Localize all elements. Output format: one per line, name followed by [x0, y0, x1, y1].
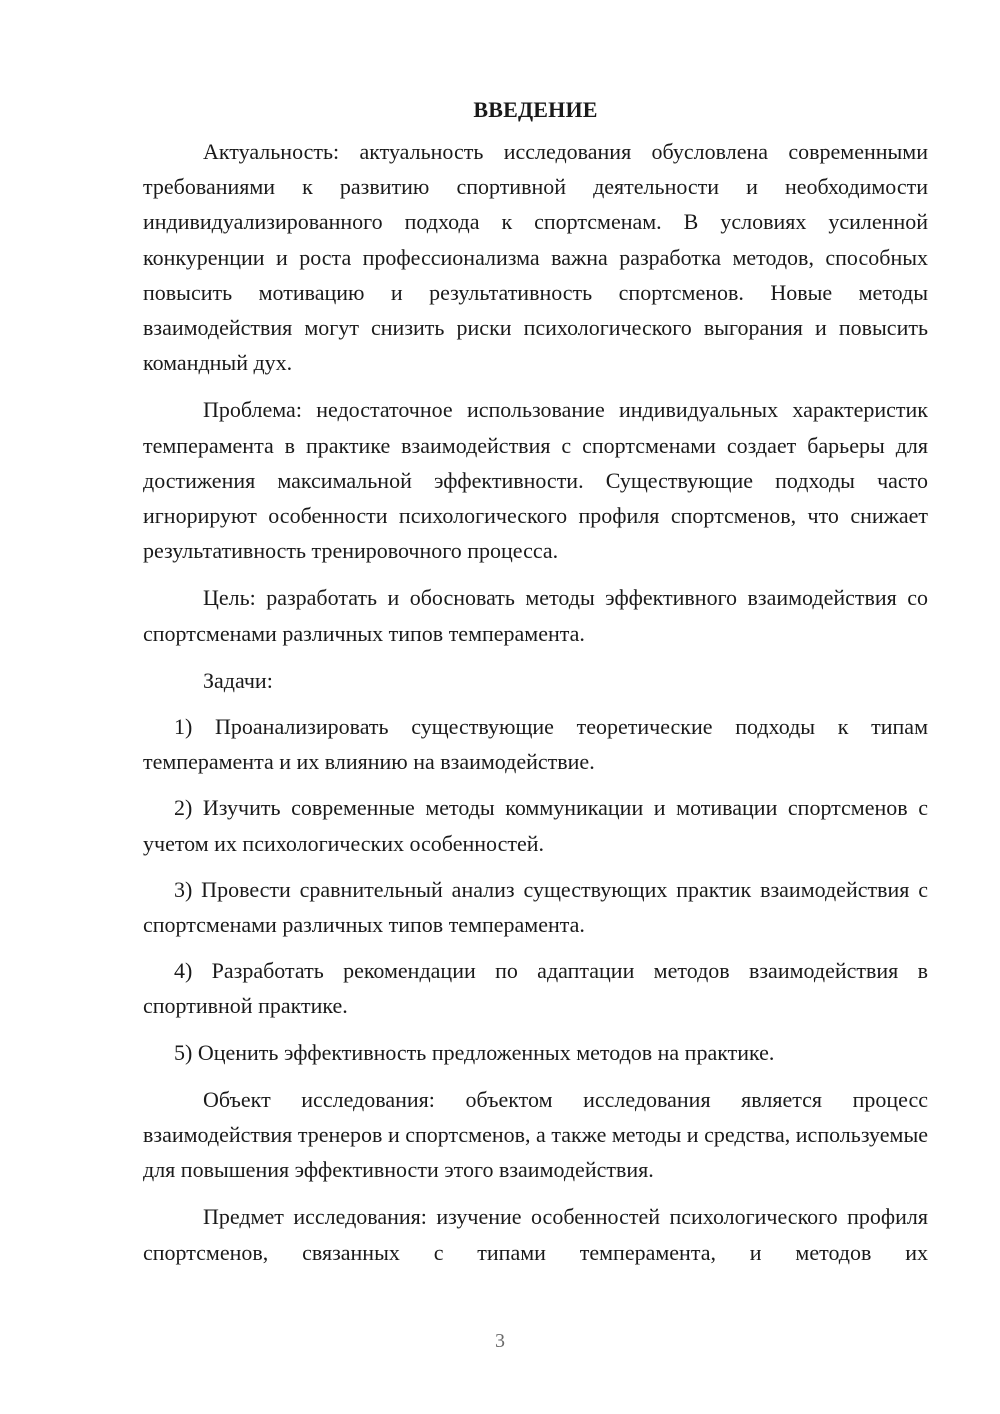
task-item-5: 5) Оценить эффективность предложенных методов на практике.	[174, 1039, 775, 1065]
paragraph-relevance: Актуальность: актуальность исследования обусловлена современными требованиями к развитию спортивной деятельности и необходимости индивидуализированного подхода к спортсменам. В условиях усиленной конкуренции и роста профессионализма важна разработка методов, способных повысить мотивацию и результативность спортсменов. Новые методы взаимодействия могут снизить риски психологического выгорания и повысить командный дух.	[143, 139, 928, 376]
task-item-3: 3) Провести сравнительный анализ существующих практик взаимодействия с спортсменами различных типов темперамента.	[143, 876, 928, 938]
paragraph-subject: Предмет исследования: изучение особенностей психологического профиля спортсменов, связанных с типами темперамента, и методов их	[143, 1204, 928, 1265]
paragraph-problem: Проблема: недостаточное использование индивидуальных характеристик темперамента в практике взаимодействия с спортсменами создает барьеры для достижения максимальной эффективности. Существующие подходы часто игнорируют особенности психологического профиля спортсменов, что снижает результативность тренировочного процесса.	[143, 397, 928, 564]
task-item-2: 2) Изучить современные методы коммуникации и мотивации спортсменов с учетом их психологических особенностей.	[143, 795, 928, 856]
paragraph-object: Объект исследования: объектом исследования является процесс взаимодействия тренеров и спортсменов, а также методы и средства, используемые для повышения эффективности этого взаимодействия.	[143, 1086, 928, 1183]
paragraph-tasks-heading: Задачи:	[203, 667, 273, 693]
document-page	[143, 92, 928, 1270]
paragraph-goal: Цель: разработать и обосновать методы эффективного взаимодействия со спортсменами различных типов темперамента.	[143, 585, 928, 646]
task-item-4: 4) Разработать рекомендации по адаптации методов взаимодействия в спортивной практике.	[143, 958, 928, 1019]
page-number: 3	[495, 1330, 505, 1352]
section-title: ВВЕДЕНИЕ	[473, 97, 598, 122]
task-item-1: 1) Проанализировать существующие теоретические подходы к типам темперамента и их влиянию на взаимодействие.	[143, 714, 928, 775]
